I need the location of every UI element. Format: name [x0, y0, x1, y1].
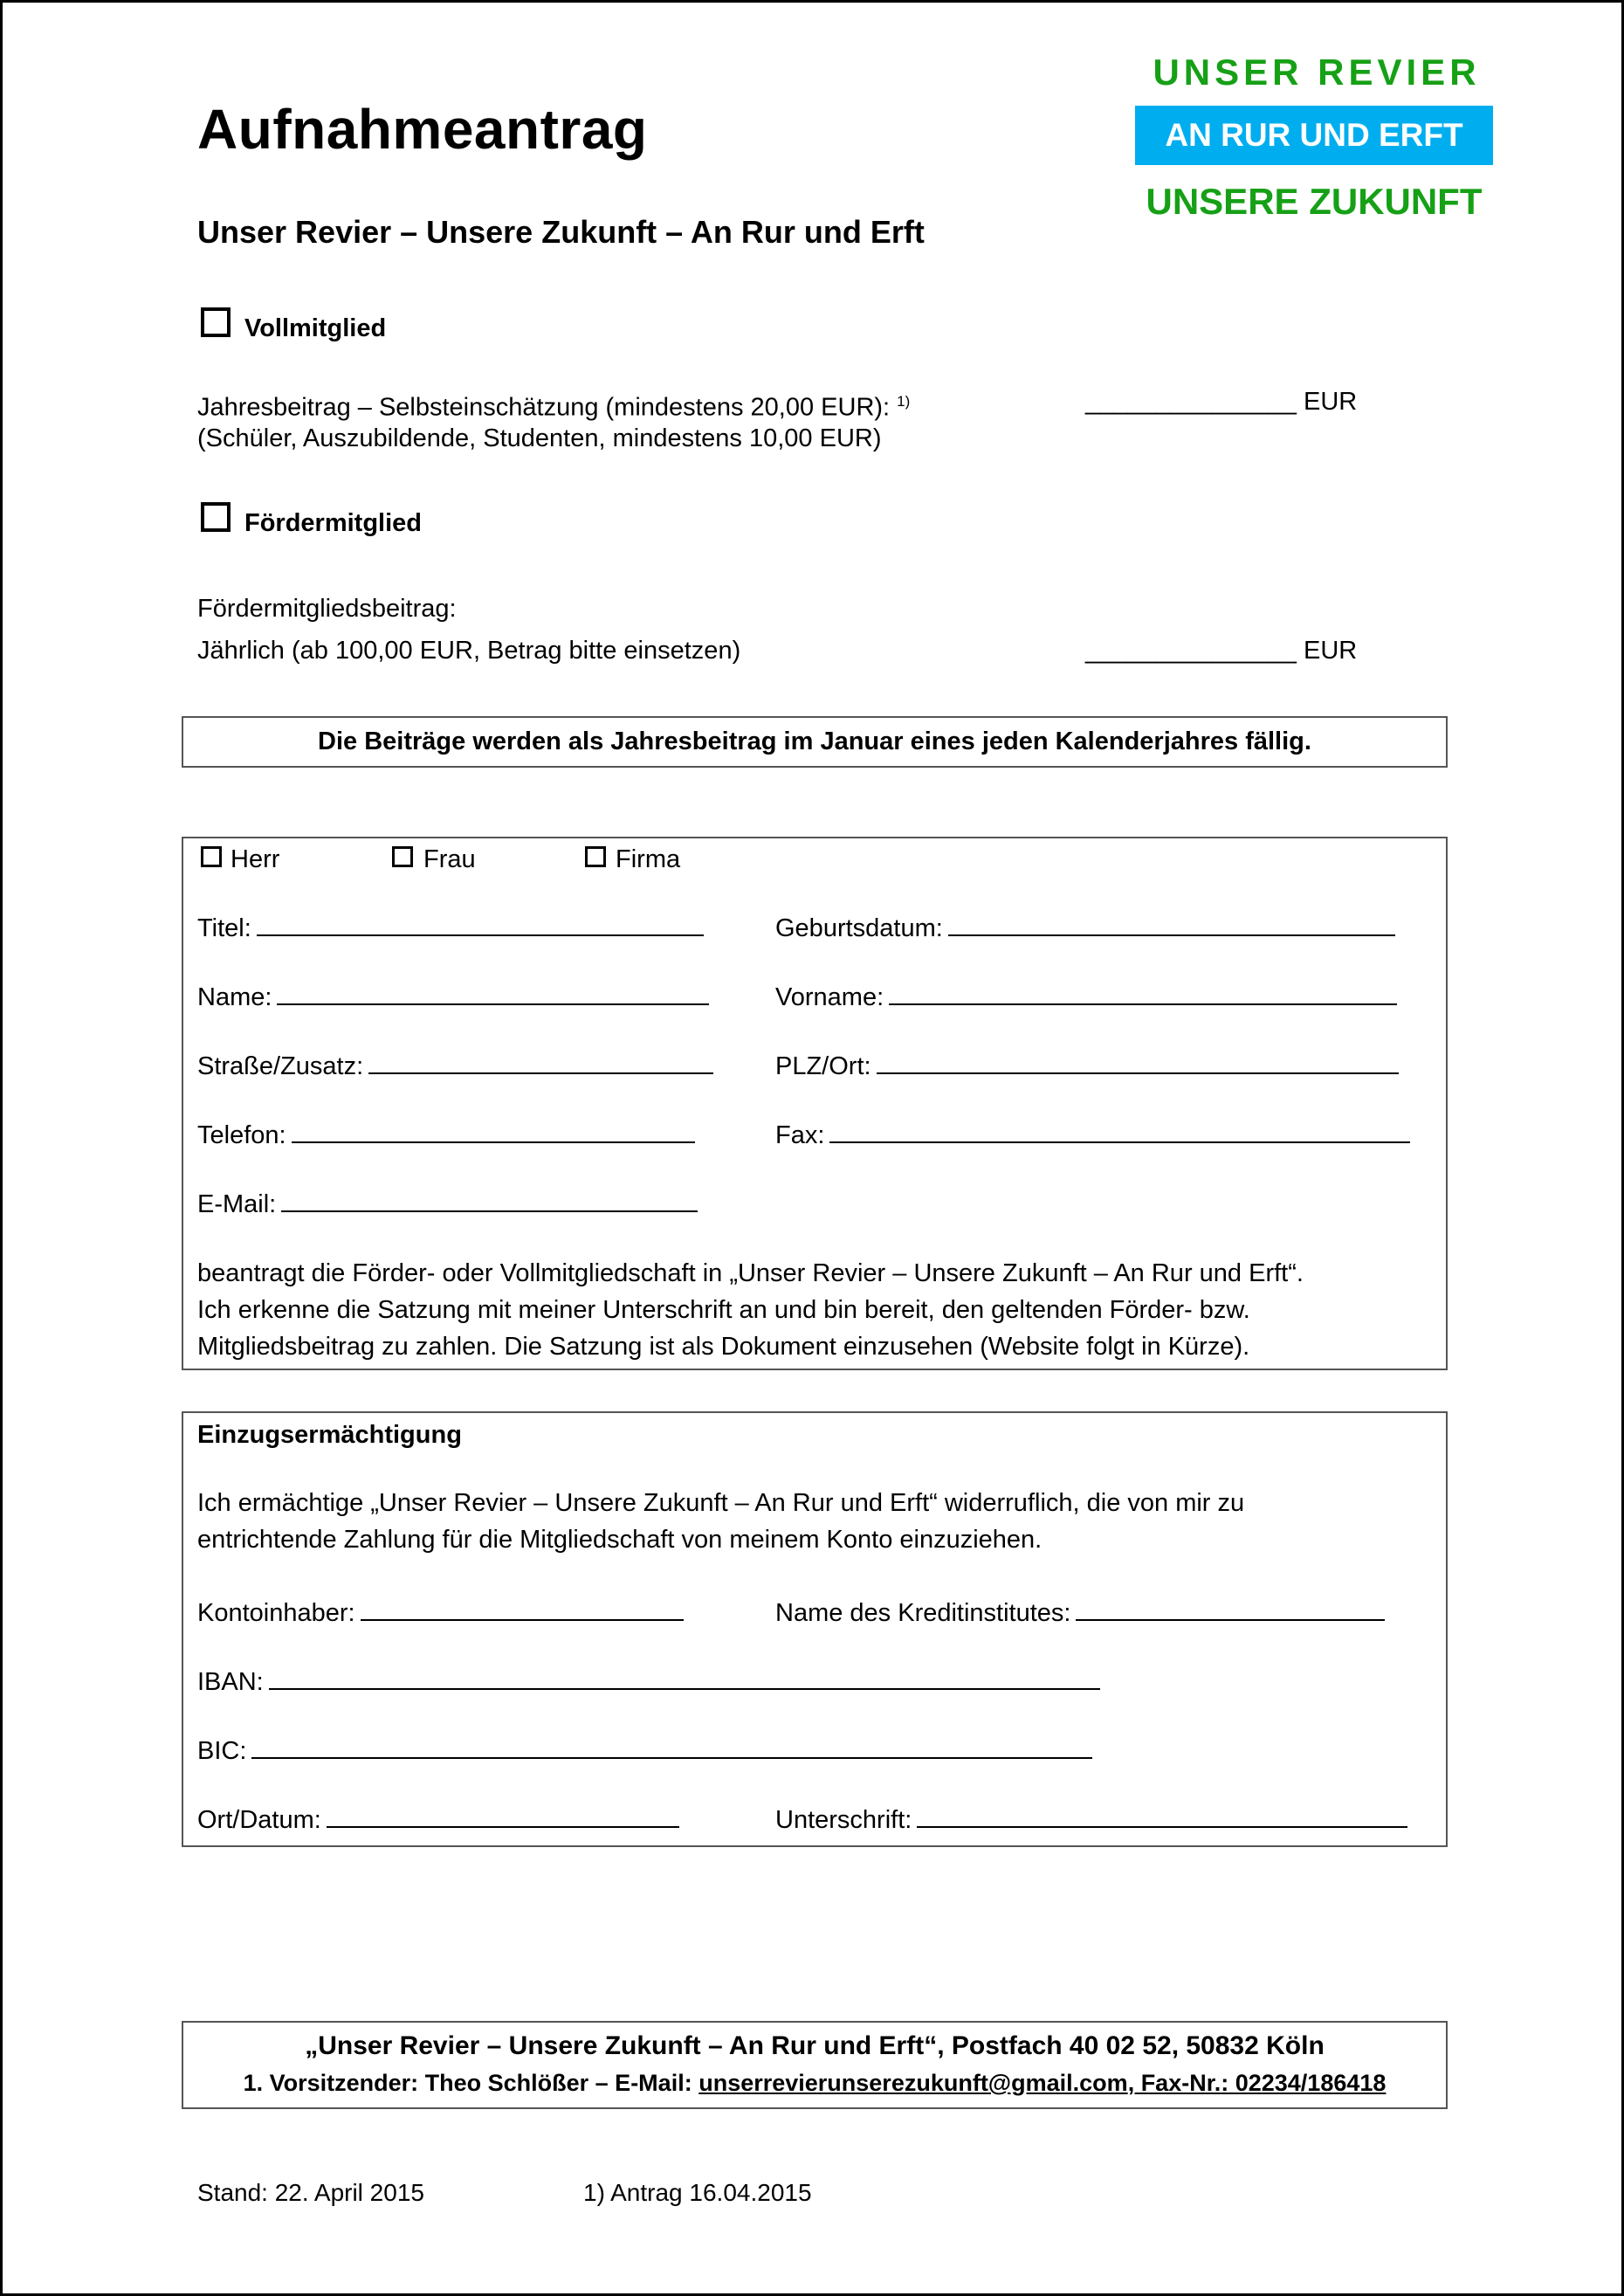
salutation-firma-checkbox[interactable] — [585, 846, 606, 867]
footnote-marker: 1) — [897, 393, 911, 410]
due-notice-box — [182, 716, 1448, 768]
contact-fax: , Fax-Nr.: 02234/186418 — [1127, 2070, 1387, 2096]
support-fee-amount-blank[interactable]: _______________ — [1085, 637, 1297, 665]
logo-line-3: UNSERE ZUKUNFT — [1146, 181, 1483, 222]
fax-label: Fax: — [775, 1121, 825, 1149]
bank-name-label: Name des Kreditinstitutes: — [775, 1599, 1071, 1627]
support-member-label: Fördermitglied — [244, 509, 423, 537]
debit-text-line-1: Ich ermächtige „Unser Revier – Unsere Zukunft – An Rur und Erft“ widerruflich, die von mir zu — [197, 1489, 1245, 1517]
declaration-line-1: beantragt die Förder- oder Vollmitgliedschaft in „Unser Revier – Unsere Zukunft – An Rur und Erft“. — [197, 1259, 1304, 1287]
bic-field[interactable] — [197, 1733, 1092, 1769]
contact-email-link[interactable]: unserrevierunserezukunft@gmail.com — [698, 2070, 1128, 2096]
place-date-input-line[interactable] — [327, 1802, 679, 1828]
signature-field[interactable] — [775, 1802, 1407, 1838]
title-input-line[interactable] — [257, 910, 704, 936]
name-field[interactable] — [197, 979, 709, 1016]
due-notice-text: Die Beiträge werden als Jahresbeitrag im Januar eines jeden Kalenderjahres fällig. — [318, 727, 1311, 755]
street-field[interactable] — [197, 1048, 713, 1085]
support-member-checkbox[interactable] — [201, 502, 231, 532]
declaration-line-2: Ich erkenne die Satzung mit meiner Unterschrift an und bin bereit, den geltenden Förder- bzw. — [197, 1296, 1250, 1324]
city-field[interactable] — [775, 1048, 1399, 1085]
declaration-line-3: Mitgliedsbeitrag zu zahlen. Die Satzung ist als Dokument einzusehen (Website folgt in Kürze). — [197, 1333, 1250, 1361]
full-member-label: Vollmitglied — [244, 314, 387, 342]
city-input-line[interactable] — [877, 1048, 1399, 1074]
debit-heading: Einzugsermächtigung — [197, 1421, 462, 1449]
iban-field[interactable] — [197, 1664, 1100, 1700]
salutation-herr-checkbox[interactable] — [201, 846, 222, 867]
birthdate-field[interactable] — [775, 910, 1395, 947]
account-holder-input-line[interactable] — [361, 1595, 684, 1621]
phone-field[interactable] — [197, 1117, 695, 1154]
full-fee-line-2: (Schüler, Auszubildende, Studenten, mindestens 10,00 EUR) — [197, 424, 882, 452]
iban-label: IBAN: — [197, 1668, 264, 1696]
support-fee-line-1: Fördermitgliedsbeitrag: — [197, 595, 457, 623]
footnote-text: 1) Antrag 16.04.2015 — [583, 2179, 812, 2206]
bank-name-input-line[interactable] — [1076, 1595, 1385, 1621]
salutation-frau-checkbox[interactable] — [392, 846, 413, 867]
contact-line-1: „Unser Revier – Unsere Zukunft – An Rur und Erft“, Postfach 40 02 52, 50832 Köln — [305, 2031, 1325, 2060]
contact-chair: 1. Vorsitzender: Theo Schlößer – E-Mail: — [243, 2070, 699, 2096]
email-label: E-Mail: — [197, 1190, 277, 1218]
place-date-field[interactable] — [197, 1802, 679, 1838]
phone-input-line[interactable] — [292, 1117, 695, 1143]
title-field[interactable] — [197, 910, 704, 947]
logo-line-1: UNSER REVIER — [1153, 52, 1481, 93]
full-fee-amount-blank[interactable]: _______________ — [1085, 388, 1297, 416]
document-date: Stand: 22. April 2015 — [197, 2179, 424, 2206]
account-holder-field[interactable] — [197, 1595, 684, 1631]
birthdate-input-line[interactable] — [948, 910, 1395, 936]
contact-box — [182, 2021, 1448, 2109]
firstname-input-line[interactable] — [889, 979, 1397, 1005]
contact-line-2 — [183, 2065, 1446, 2101]
name-label: Name: — [197, 983, 272, 1011]
iban-input-line[interactable] — [269, 1664, 1100, 1690]
place-date-label: Ort/Datum: — [197, 1806, 321, 1834]
firstname-field[interactable] — [775, 979, 1397, 1016]
fax-input-line[interactable] — [829, 1117, 1410, 1143]
debit-text-line-2: entrichtende Zahlung für die Mitgliedschaft von meinem Konto einzuziehen. — [197, 1526, 1043, 1554]
bic-input-line[interactable] — [251, 1733, 1092, 1759]
city-label: PLZ/Ort: — [775, 1052, 871, 1080]
support-fee-amount-field[interactable] — [1085, 632, 1357, 669]
salutation-herr-label: Herr — [231, 845, 280, 873]
title-label: Titel: — [197, 914, 251, 942]
street-input-line[interactable] — [368, 1048, 713, 1074]
email-input-line[interactable] — [281, 1186, 698, 1212]
street-label: Straße/Zusatz: — [197, 1052, 364, 1080]
account-holder-label: Kontoinhaber: — [197, 1599, 355, 1627]
full-fee-text: Jahresbeitrag – Selbsteinschätzung (mindestens 20,00 EUR): — [197, 393, 891, 422]
bank-name-field[interactable] — [775, 1595, 1385, 1631]
full-fee-amount-field[interactable] — [1085, 383, 1357, 420]
page-subtitle: Unser Revier – Unsere Zukunft – An Rur und Erft — [197, 214, 925, 250]
signature-input-line[interactable] — [917, 1802, 1407, 1828]
birthdate-label: Geburtsdatum: — [775, 914, 943, 942]
salutation-firma-label: Firma — [616, 845, 681, 873]
page-title: Aufnahmeantrag — [197, 98, 648, 161]
salutation-frau-label: Frau — [423, 845, 476, 873]
logo-line-2: AN RUR UND ERFT — [1135, 106, 1493, 165]
email-field[interactable] — [197, 1186, 698, 1223]
phone-label: Telefon: — [197, 1121, 286, 1149]
support-fee-currency: EUR — [1304, 637, 1358, 665]
name-input-line[interactable] — [277, 979, 709, 1005]
fax-field[interactable] — [775, 1117, 1410, 1154]
signature-label: Unterschrift: — [775, 1806, 912, 1834]
bic-label: BIC: — [197, 1737, 247, 1765]
firstname-label: Vorname: — [775, 983, 884, 1011]
full-fee-currency: EUR — [1304, 388, 1358, 416]
full-member-checkbox[interactable] — [201, 307, 231, 337]
support-fee-line-2: Jährlich (ab 100,00 EUR, Betrag bitte einsetzen) — [197, 637, 741, 665]
